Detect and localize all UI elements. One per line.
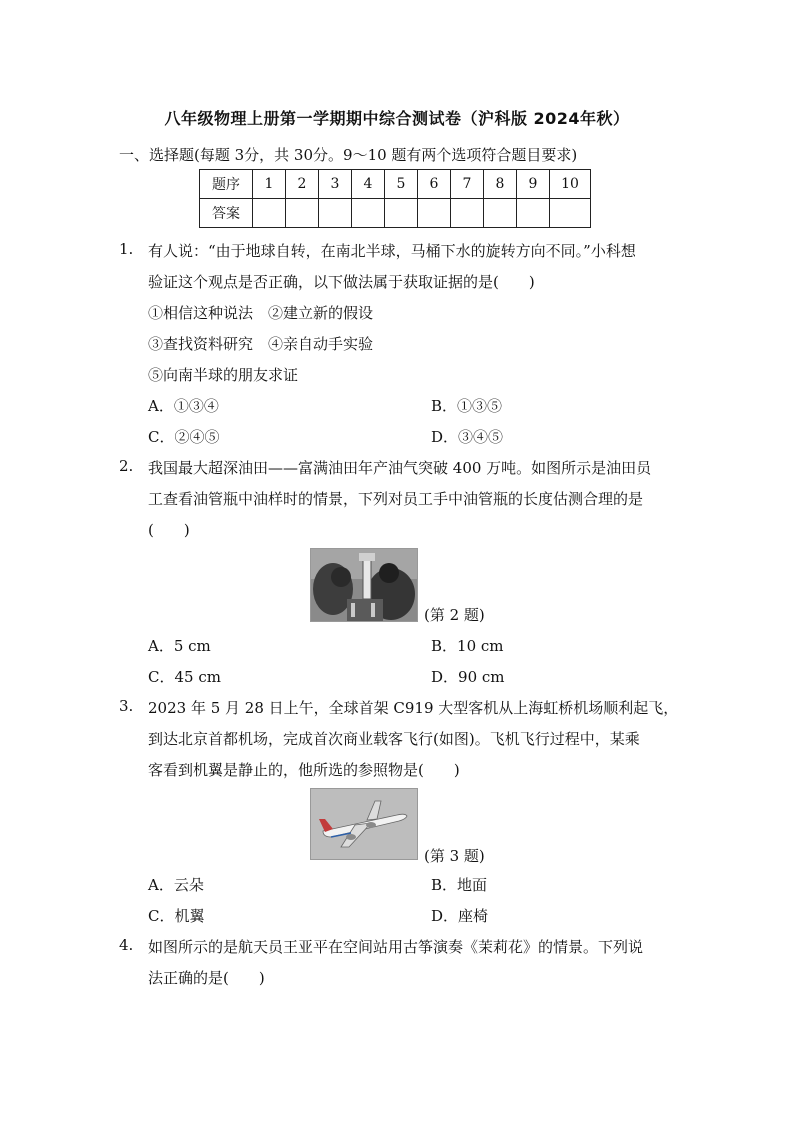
c919-airplane-image [311, 789, 417, 859]
q3-airplane-photo [310, 788, 418, 860]
answer-table-number: 2 [286, 170, 319, 199]
answer-table-number: 1 [253, 170, 286, 199]
q1-stem-line1: 有人说：“由于地球自转，在南北半球，马桶下水的旋转方向不同。”小科想 [148, 242, 636, 260]
answer-table-header-row [200, 170, 591, 199]
answer-table-number: 8 [484, 170, 517, 199]
answer-table-label: 答案 [200, 199, 253, 228]
q2-option-d[interactable]: D．90 cm [431, 668, 505, 686]
answer-cell[interactable] [484, 199, 517, 228]
oil-worker-image [311, 549, 417, 621]
q1-option-b[interactable]: B．①③⑤ [431, 397, 503, 415]
q2-stem-line2: 工查看油管瓶中油样时的情景，下列对员工手中油管瓶的长度估测合理的是 [148, 490, 644, 508]
q3-option-a[interactable]: A．云朵 [148, 876, 204, 894]
q2-option-a[interactable]: A．5 cm [148, 637, 211, 655]
q1-option-d[interactable]: D．③④⑤ [431, 428, 504, 446]
q3-option-d[interactable]: D．座椅 [431, 907, 489, 925]
page-title: 八年级物理上册第一学期期中综合测试卷（沪科版 2024年秋） [164, 109, 630, 128]
answer-table-number: 9 [517, 170, 550, 199]
answer-cell[interactable] [253, 199, 286, 228]
answer-table-number: 5 [385, 170, 418, 199]
q2-figure-caption: (第 2 题) [424, 606, 485, 624]
q1-option-c[interactable]: C．②④⑤ [148, 428, 220, 446]
answer-table-number: 3 [319, 170, 352, 199]
q1-option-a[interactable]: A．①③④ [148, 397, 219, 415]
q3-stem-line3: 客看到机翼是静止的，他所选的参照物是( ) [148, 761, 460, 779]
answer-table-number: 4 [352, 170, 385, 199]
q2-stem-line3: ( ) [148, 521, 190, 539]
q4-number: 4. [119, 936, 134, 954]
q3-option-c[interactable]: C．机翼 [148, 907, 205, 925]
answer-table-number: 7 [451, 170, 484, 199]
answer-table-answer-row [200, 199, 591, 228]
q1-statement: ①相信这种说法 ②建立新的假设 [148, 304, 374, 322]
q3-figure-caption: (第 3 题) [424, 847, 485, 865]
answer-table-label: 题序 [200, 170, 253, 199]
q1-statement: ③查找资料研究 ④亲自动手实验 [148, 335, 374, 353]
q3-number: 3. [119, 697, 134, 715]
q1-stem-line2: 验证这个观点是否正确，以下做法属于获取证据的是( ) [148, 273, 535, 291]
q2-option-c[interactable]: C．45 cm [148, 668, 221, 686]
q4-stem-line1: 如图所示的是航天员王亚平在空间站用古筝演奏《茉莉花》的情景。下列说 [148, 938, 644, 956]
q3-stem-line2: 到达北京首都机场，完成首次商业载客飞行(如图)。飞机飞行过程中，某乘 [148, 730, 640, 748]
q3-stem-line1: 2023 年 5 月 28 日上午，全球首架 C919 大型客机从上海虹桥机场顺利起飞， [148, 699, 679, 717]
q3-option-b[interactable]: B．地面 [431, 876, 488, 894]
q2-option-b[interactable]: B．10 cm [431, 637, 504, 655]
section-heading: 一、选择题(每题 3分，共 30分。9～10 题有两个选项符合题目要求) [119, 146, 578, 164]
answer-cell[interactable] [286, 199, 319, 228]
q2-number: 2. [119, 457, 134, 475]
q2-oilfield-photo [310, 548, 418, 622]
answer-cell[interactable] [517, 199, 550, 228]
q1-statement: ⑤向南半球的朋友求证 [148, 366, 299, 384]
answer-table [199, 169, 591, 228]
q1-number: 1. [119, 240, 134, 258]
answer-cell[interactable] [385, 199, 418, 228]
answer-cell[interactable] [319, 199, 352, 228]
answer-cell[interactable] [418, 199, 451, 228]
q4-stem-line2: 法正确的是( ) [148, 969, 265, 987]
answer-table-number: 6 [418, 170, 451, 199]
q2-stem-line1: 我国最大超深油田——富满油田年产油气突破 400 万吨。如图所示是油田员 [148, 459, 652, 477]
answer-cell[interactable] [550, 199, 591, 228]
answer-cell[interactable] [451, 199, 484, 228]
answer-cell[interactable] [352, 199, 385, 228]
answer-table-number: 10 [550, 170, 591, 199]
